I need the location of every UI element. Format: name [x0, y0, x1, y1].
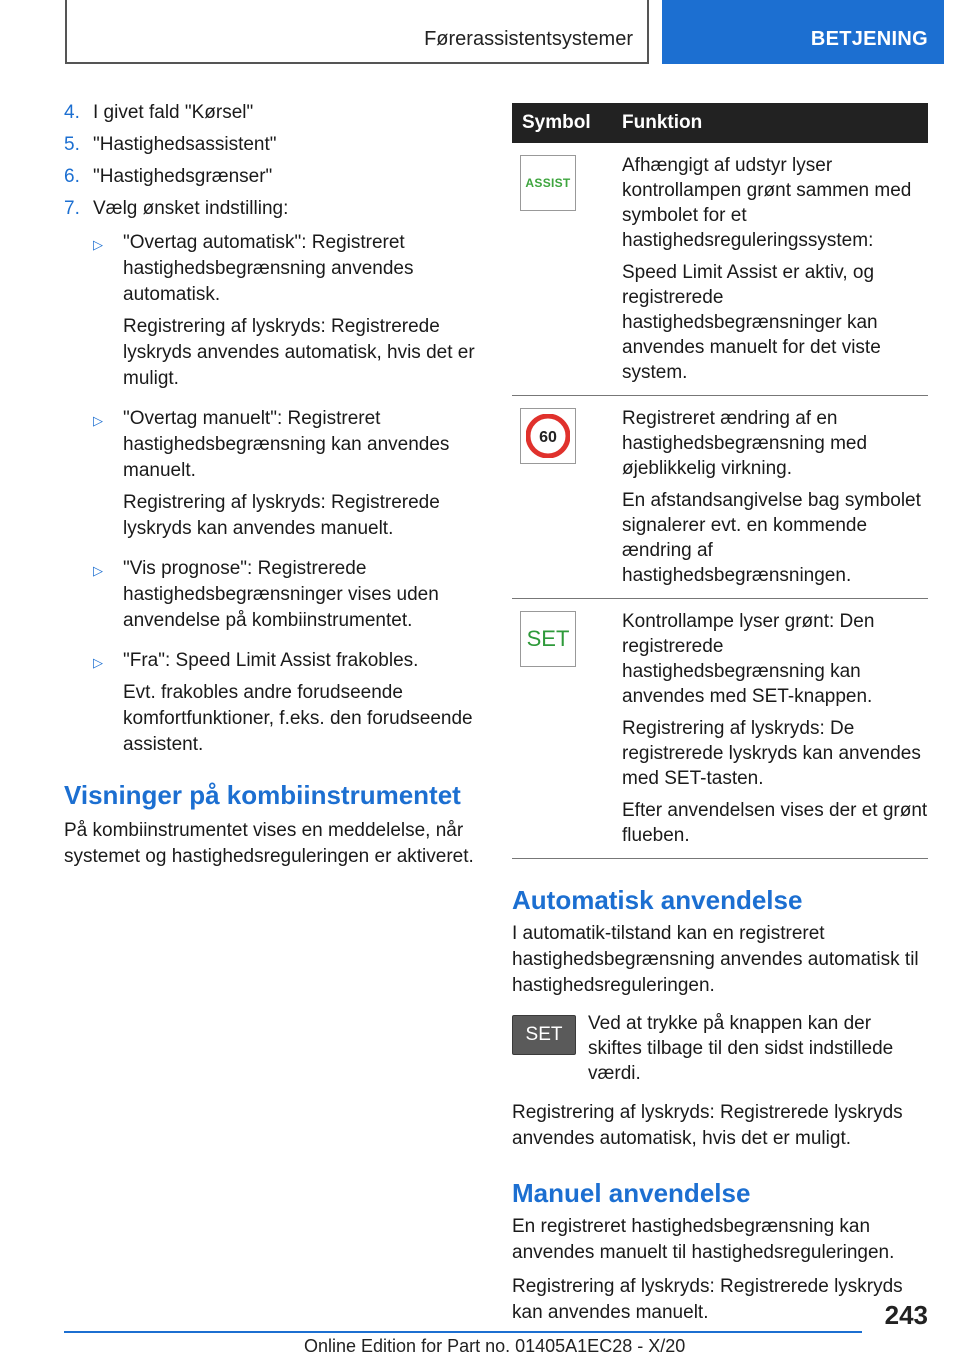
column-header-function: Funktion [622, 112, 703, 133]
function-text: En afstandsangivelse bag symbolet signalerer evt. en kommende ændring af hastighedsbegrænsningen. [622, 490, 921, 586]
function-text: Efter anvendelsen vises der et grønt flueben. [622, 800, 928, 846]
header-section-tab [662, 0, 944, 64]
option-detail: Registrering af lyskryds: Registrerede lyskryds anvendes automatisk, hvis det er muligt. [123, 316, 475, 389]
option-detail: Registrering af lyskryds: Registrerede lyskryds kan anvendes manuelt. [123, 492, 440, 539]
option-item [93, 230, 479, 398]
table-row [512, 396, 928, 599]
function-text: Registreret ændring af en hastighedsbegrænsning med øjeblikkelig virkning. [622, 408, 868, 479]
auto-text-2: Registrering af lyskryds: Registrerede lyskryds anvendes automatisk, hvis det er muligt. [512, 1102, 903, 1149]
function-text: Afhængigt af udstyr lyser kontrollampen grønt sammen med symbolet for et hastighedsreguleringssystem: [622, 155, 912, 251]
auto-text: I automatik-tilstand kan en registreret hastighedsbegrænsning anvendes automatisk til hastighedsreguleringen. [512, 923, 919, 996]
assist-icon-label: ASSIST [525, 176, 571, 190]
triangle-bullet-icon: ▷ [93, 563, 103, 578]
step-text: "Hastighedsassistent" [93, 134, 277, 155]
function-text: Speed Limit Assist er aktiv, og registrerede hastighedsbegrænsninger kan anvendes manuelt for det viste system. [622, 262, 881, 383]
footer-divider [64, 1331, 862, 1333]
step-item [64, 132, 479, 158]
option-text: "Overtag automatisk": Registreret hastighedsbegrænsning anvendes automatisk. [123, 232, 414, 305]
set-button-label: SET [525, 1024, 563, 1045]
option-item [93, 556, 479, 640]
set-note-text: Ved at trykke på knappen kan der skiftes tilbage til den sidst indstillede værdi. [588, 1013, 894, 1084]
page-number: 243 [884, 1300, 928, 1330]
set-note [512, 1011, 928, 1086]
option-item [93, 406, 479, 548]
column-header-symbol: Symbol [522, 112, 591, 133]
option-text: "Fra": Speed Limit Assist frakobles. [123, 650, 419, 671]
footer-edition: Online Edition for Part no. 01405A1EC28 - X/20 [304, 1336, 686, 1356]
step-text: "Hastighedsgrænser" [93, 166, 273, 187]
set-lamp-label: SET [526, 626, 570, 651]
step-number: 6. [64, 166, 80, 187]
manual-heading: Manuel anvendelse [512, 1178, 751, 1208]
manual-text-2: Registrering af lyskryds: Registrerede lyskryds kan anvendes manuelt. [512, 1276, 903, 1323]
step-text: I givet fald "Kørsel" [93, 102, 254, 123]
chapter-title: Førerassistentsystemer [424, 28, 633, 50]
step-number: 5. [64, 134, 80, 155]
section-heading: Visninger på kombiinstrumentet [64, 780, 461, 810]
auto-heading: Automatisk anvendelse [512, 885, 803, 915]
step-item [64, 164, 479, 190]
table-header [512, 103, 928, 143]
triangle-bullet-icon: ▷ [93, 655, 103, 670]
step-item [64, 100, 479, 126]
step-text: Vælg ønsket indstilling: [93, 198, 289, 219]
set-button-icon [512, 1015, 576, 1055]
step-number: 7. [64, 198, 80, 219]
table-row [512, 599, 928, 859]
triangle-bullet-icon: ▷ [93, 413, 103, 428]
function-text: Registrering af lyskryds: De registrerede lyskryds kan anvendes med SET-tasten. [622, 718, 921, 789]
speed-limit-sign-icon [520, 408, 576, 464]
section-label: BETJENING [810, 28, 928, 50]
step-number: 4. [64, 102, 80, 123]
option-detail: Evt. frakobles andre forudseende komfortfunktioner, f.eks. den forudseende assistent. [123, 682, 473, 755]
triangle-bullet-icon: ▷ [93, 237, 103, 252]
table-row [512, 143, 928, 396]
assist-icon [520, 155, 576, 211]
set-lamp-icon [520, 611, 576, 667]
header-title-box [65, 0, 649, 64]
step-item [64, 196, 479, 222]
left-column [64, 100, 479, 870]
section-text: På kombiinstrumentet vises en meddelelse, når systemet og hastighedsreguleringen er aktiveret. [64, 820, 474, 867]
manual-text: En registreret hastighedsbegrænsning kan anvendes manuelt til hastighedsreguleringen. [512, 1216, 895, 1263]
option-text: "Overtag manuelt": Registreret hastighedsbegrænsning kan anvendes manuelt. [123, 408, 450, 481]
function-text: Kontrollampe lyser grønt: Den registrerede hastighedsbegrænsning kan anvendes med SET-knappen. [622, 611, 875, 707]
right-column [512, 103, 928, 1334]
speed-limit-value: 60 [539, 429, 557, 446]
option-text: "Vis prognose": Registrerede hastighedsbegrænsninger vises uden anvendelse på kombiinstrumentet. [123, 558, 439, 631]
option-item [93, 648, 479, 764]
